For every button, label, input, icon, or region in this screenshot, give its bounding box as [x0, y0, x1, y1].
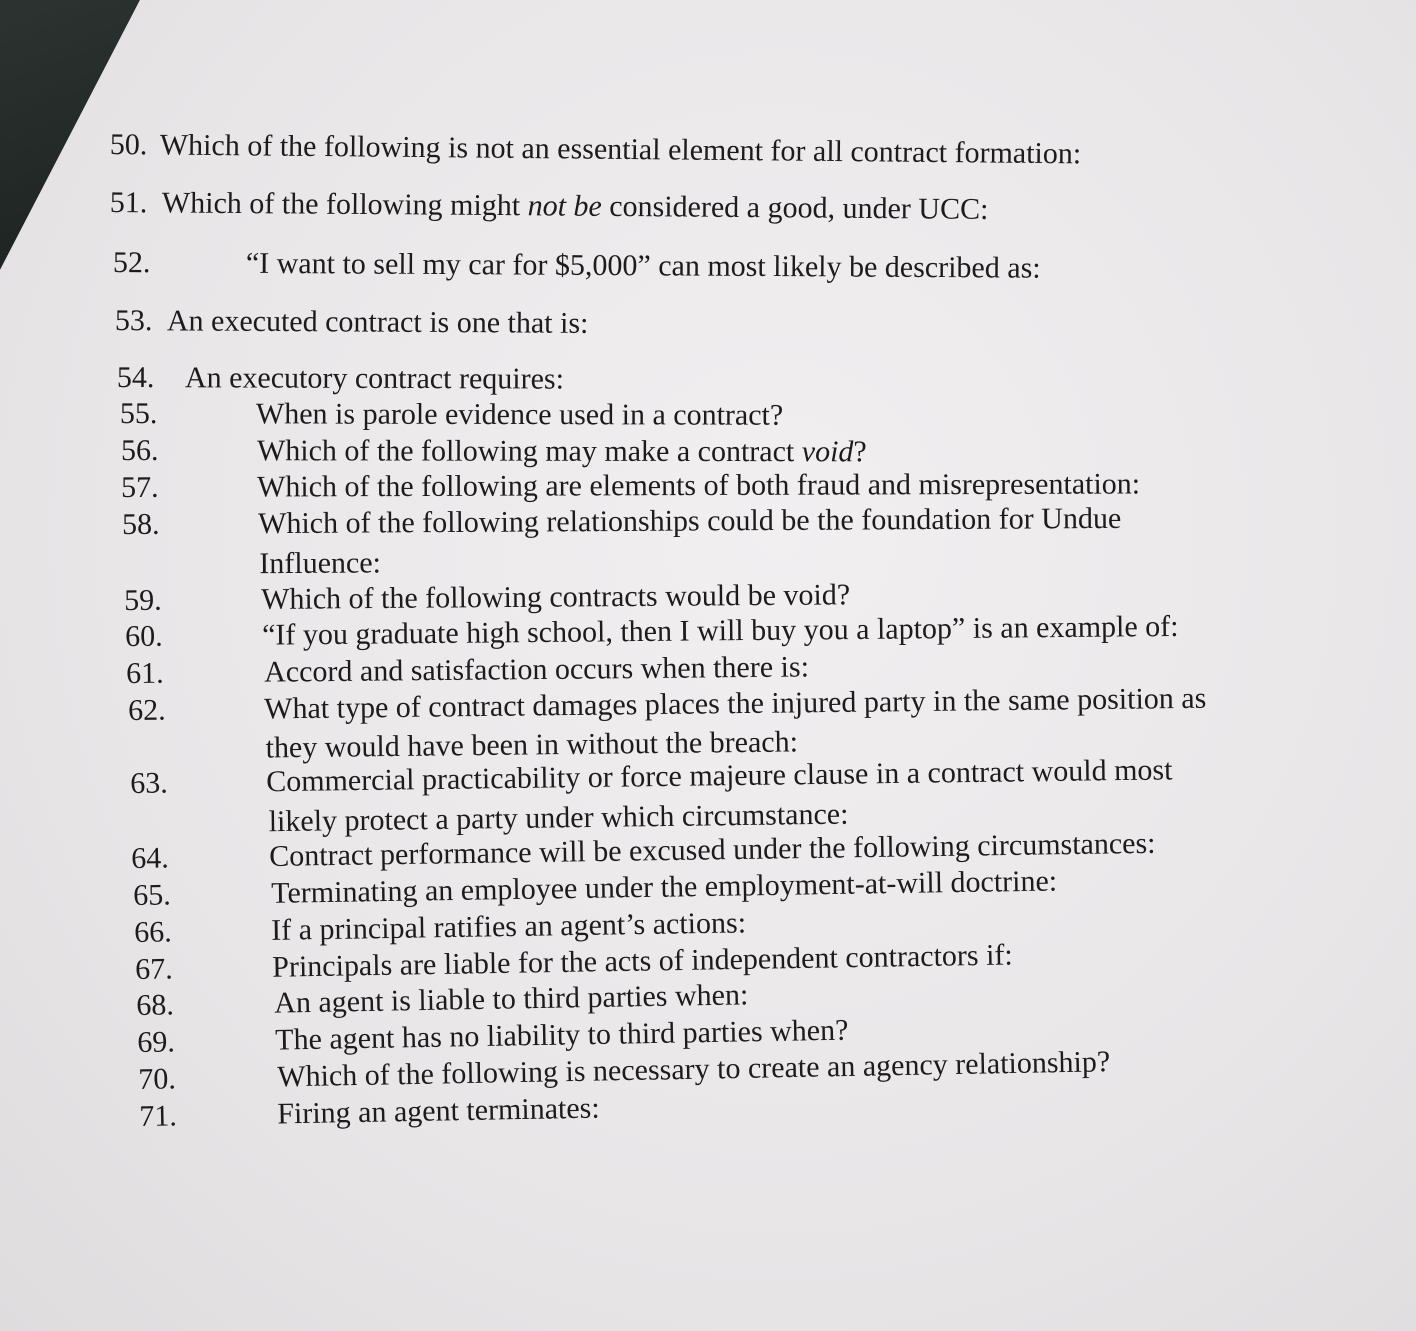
emphasis-text: void — [801, 435, 854, 469]
question-text: Accord and satisfaction occurs when there is: — [263, 650, 810, 689]
question-number: 62. — [128, 693, 166, 727]
question-number: 65. — [133, 878, 172, 912]
emphasis-text: not be — [527, 189, 602, 223]
question-text-continued: Influence: — [259, 546, 382, 581]
question-text: Which of the following might not be considered a good, under UCC: — [161, 186, 989, 226]
question-number: 59. — [124, 583, 162, 617]
question-number: 51. — [109, 186, 148, 220]
question-number: 60. — [125, 619, 163, 653]
question-number: 58. — [122, 507, 160, 541]
question-text: Which of the following contracts would be void? — [260, 578, 851, 616]
question-text: Commercial practicability or force majeure clause in a contract would most — [265, 753, 1173, 799]
question-number: 54. — [116, 361, 155, 395]
question-number: 67. — [135, 952, 174, 986]
question-text: “I want to sell my car for $5,000” can most likely be described as: — [245, 246, 1041, 285]
question-text: If a principal ratifies an agent’s actions: — [270, 906, 747, 947]
question-text: Principals are liable for the acts of independent contractors if: — [271, 938, 1013, 984]
question-text: When is parole evidence used in a contract? — [255, 397, 784, 432]
question-text: An executed contract is one that is: — [166, 304, 589, 340]
question-text: “If you graduate high school, then I will buy you a laptop” is an example of: — [261, 609, 1179, 652]
question-text: Firing an agent terminates: — [276, 1091, 600, 1131]
question-text: Which of the following is not an essential element for all contract formation: — [159, 128, 1082, 171]
question-number: 63. — [130, 766, 168, 800]
question-number: 57. — [121, 470, 159, 504]
question-text-continued: they would have been in without the breach: — [265, 725, 799, 765]
question-number: 52. — [112, 246, 151, 280]
question-text: Which of the following may make a contract void? — [256, 434, 867, 469]
question-text: Contract performance will be excused under the following circumstances: — [268, 826, 1156, 873]
question-number: 53. — [114, 304, 153, 338]
question-text: What type of contract damages places the injured party in the same position as — [263, 681, 1207, 726]
question-text: The agent has no liability to third parties when? — [274, 1013, 849, 1057]
question-text: An executory contract requires: — [184, 361, 564, 396]
question-number: 66. — [134, 915, 173, 949]
question-number: 70. — [138, 1062, 177, 1096]
question-number: 64. — [131, 841, 169, 875]
question-text: Which of the following is necessary to create an agency relationship? — [276, 1045, 1111, 1094]
question-number: 50. — [109, 128, 148, 162]
question-text: Which of the following relationships could be the foundation for Undue — [257, 501, 1122, 541]
question-number: 56. — [120, 434, 159, 468]
question-number: 55. — [119, 397, 158, 431]
question-text-continued: likely protect a party under which circumstance: — [268, 797, 849, 839]
question-number: 69. — [137, 1025, 176, 1059]
question-text: An agent is liable to third parties when: — [273, 978, 749, 1020]
question-number: 71. — [139, 1099, 178, 1133]
question-text: Terminating an employee under the employment-at-will doctrine: — [270, 864, 1058, 910]
question-text: Which of the following are elements of both fraud and misrepresentation: — [256, 467, 1141, 504]
question-number: 61. — [126, 656, 164, 690]
question-number: 68. — [136, 988, 175, 1022]
